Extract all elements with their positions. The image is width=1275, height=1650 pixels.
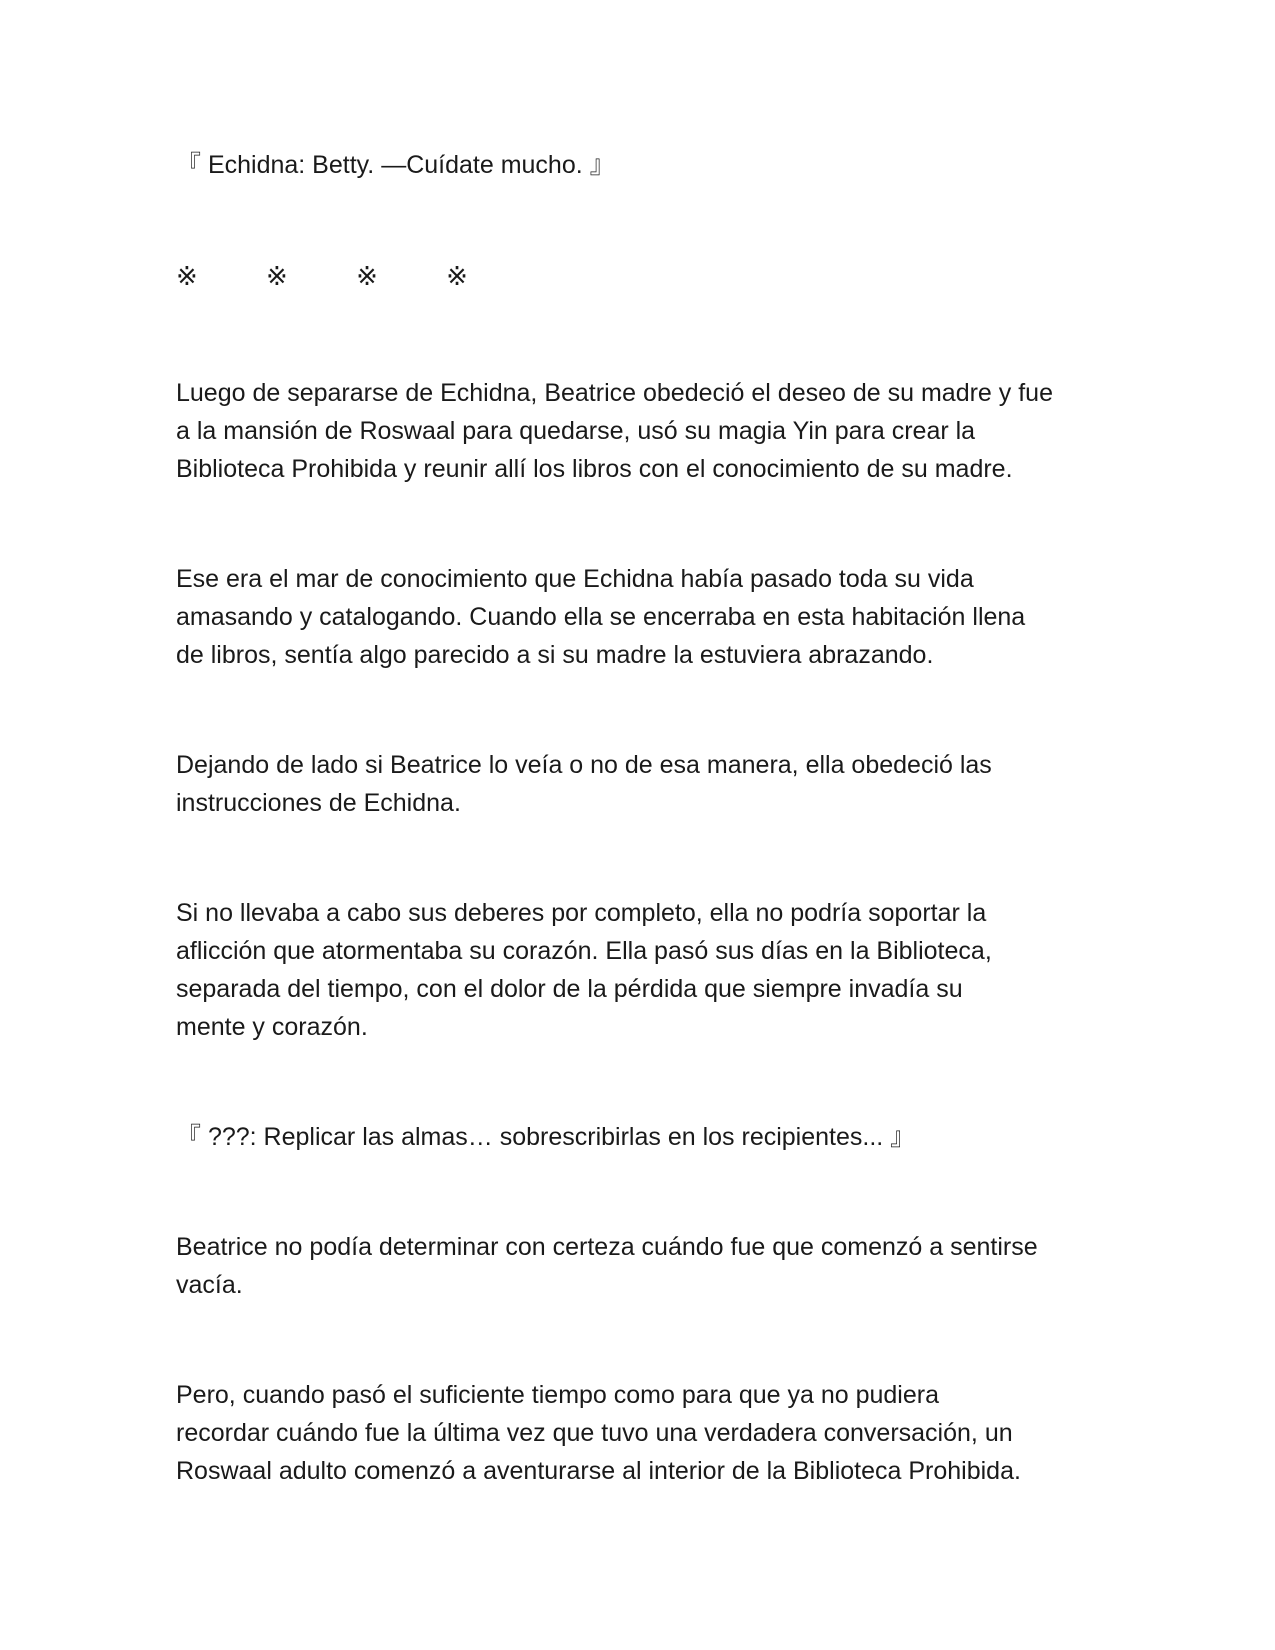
paragraph-4-line-1: Si no llevaba a cabo sus deberes por completo, ella no podría soportar la (176, 899, 987, 927)
paragraph-1-line-2: a la mansión de Roswaal para quedarse, usó su magia Yin para crear la (176, 417, 976, 445)
paragraph-2-line-2: amasando y catalogando. Cuando ella se encerraba en esta habitación llena (176, 603, 1026, 631)
dialogue-echidna: 『 Echidna: Betty. —Cuídate mucho. 』 (176, 151, 615, 179)
paragraph-3-line-2: instrucciones de Echidna. (176, 789, 461, 817)
paragraph-6-line-2: recordar cuándo fue la última vez que tuvo una verdadera conversación, un (176, 1419, 1013, 1447)
paragraph-2-line-1: Ese era el mar de conocimiento que Echidna había pasado toda su vida (176, 565, 974, 593)
paragraph-3-line-1: Dejando de lado si Beatrice lo veía o no de esa manera, ella obedeció las (176, 751, 992, 779)
paragraph-4-line-4: mente y corazón. (176, 1013, 368, 1041)
paragraph-1-line-1: Luego de separarse de Echidna, Beatrice obedeció el deseo de su madre y fue (176, 379, 1053, 407)
paragraph-5-line-1: Beatrice no podía determinar con certeza cuándo fue que comenzó a sentirse (176, 1233, 1038, 1261)
paragraph-6-line-3: Roswaal adulto comenzó a aventurarse al interior de la Biblioteca Prohibida. (176, 1457, 1021, 1485)
dialogue-unknown: 『 ???: Replicar las almas… sobrescribirlas en los recipientes... 』 (176, 1123, 916, 1151)
paragraph-5-line-2: vacía. (176, 1271, 243, 1299)
paragraph-1-line-3: Biblioteca Prohibida y reunir allí los libros con el conocimiento de su madre. (176, 455, 1013, 483)
paragraph-2-line-3: de libros, sentía algo parecido a si su madre la estuviera abrazando. (176, 641, 934, 669)
scene-separator: ※ ※ ※ ※ (176, 262, 498, 292)
paragraph-4-line-3: separada del tiempo, con el dolor de la pérdida que siempre invadía su (176, 975, 963, 1003)
paragraph-4-line-2: aflicción que atormentaba su corazón. Ella pasó sus días en la Biblioteca, (176, 937, 992, 965)
paragraph-6-line-1: Pero, cuando pasó el suficiente tiempo como para que ya no pudiera (176, 1381, 939, 1409)
